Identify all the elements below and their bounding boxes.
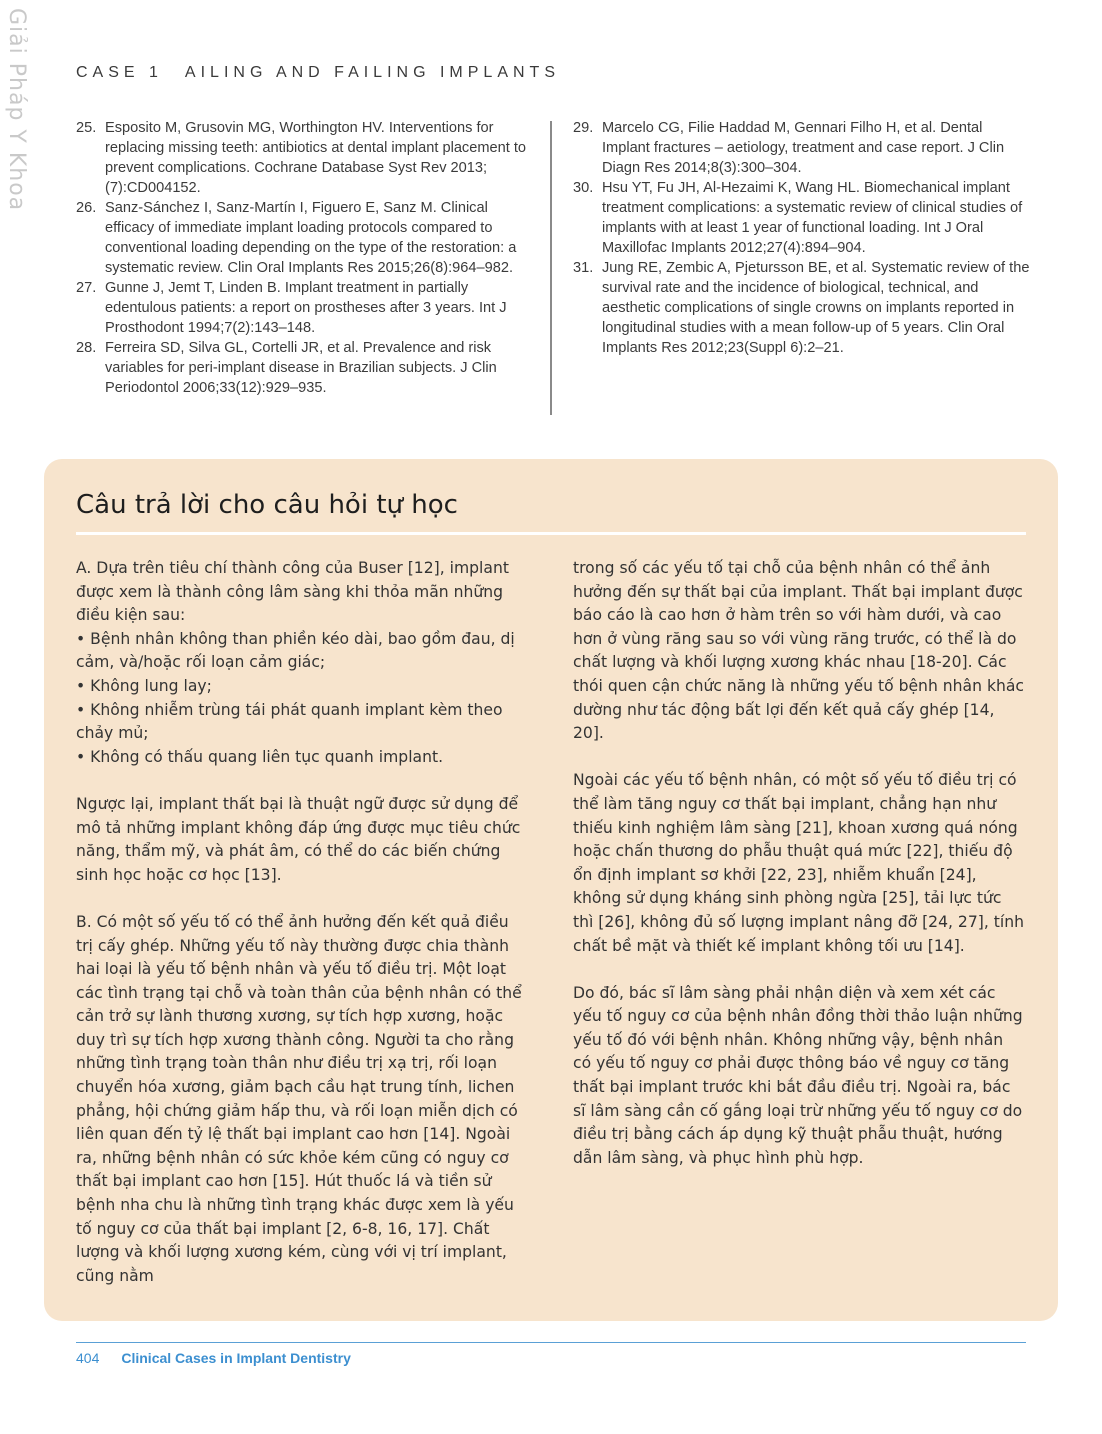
references-right-column bbox=[573, 118, 1033, 358]
treatment-factors-paragraph: Ngoài các yếu tố bệnh nhân, có một số yếu tố điều trị có thể làm tăng nguy cơ thất bại implant, chẳng hạn như thiếu kinh nghiệm lâm sàng [21], khoan xương quá nóng hoặc chấn thương do phẫu thuật quá mức [22], thiếu độ ổn định implant sơ khởi [22, 23], nhiễm khuẩn [24], không sử dụng kháng sinh phòng ngừa [25], tải lực tức thì [26], không đủ số lượng implant nâng đỡ [24, 27], tính chất bề mặt và thiết kế implant không tối ưu [14]. bbox=[573, 771, 1024, 955]
answers-left-column bbox=[76, 557, 528, 1288]
reference-text: Gunne J, Jemt T, Linden B. Implant treatment in partially edentulous patients: a report on prostheses after 3 years. Int J Prosthodont 1994;7(2):143–148. bbox=[105, 280, 507, 336]
answer-b-continued: trong số các yếu tố tại chỗ của bệnh nhân có thể ảnh hưởng đến sự thất bại của implant. Thất bại implant được báo cáo là cao hơn ở hàm trên so với hàm dưới, và cao hơn ở vùng răng sau so với vùng răng trước, có thể là do chất lượng và khối lượng xương khác nhau [18-20]. Các thói quen cận chức năng là những yếu tố bệnh nhân khác dường như tác động bất lợi đến kết quả cấy ghép [14, 20]. bbox=[573, 559, 1024, 743]
reference-number: 28. bbox=[76, 340, 97, 356]
reference-number: 29. bbox=[573, 120, 594, 136]
reference-item bbox=[573, 258, 1033, 358]
reference-number: 26. bbox=[76, 200, 97, 216]
reference-number: 30. bbox=[573, 180, 594, 196]
reference-item bbox=[573, 178, 1033, 258]
reference-number: 25. bbox=[76, 120, 97, 136]
book-title: Clinical Cases in Implant Dentistry bbox=[121, 1350, 351, 1366]
reference-number: 31. bbox=[573, 260, 594, 276]
reference-number: 27. bbox=[76, 280, 97, 296]
answers-right-column bbox=[573, 557, 1025, 1170]
answer-a-paragraph: Ngược lại, implant thất bại là thuật ngữ được sử dụng để mô tả những implant không đáp ứng được mục tiêu chức năng, thẩm mỹ, và phát âm, có thể do các biến chứng sinh học hoặc cơ học [13]. bbox=[76, 794, 521, 884]
reference-text: Ferreira SD, Silva GL, Cortelli JR, et al. Prevalence and risk variables for peri-implant disease in Brazilian subjects. J Clin Periodontol 2006;33(12):929–935. bbox=[105, 340, 497, 396]
references-left-column bbox=[76, 118, 536, 398]
reference-text: Esposito M, Grusovin MG, Worthington HV. Interventions for replacing missing teeth: antibiotics at dental implant placement to prevent complications. Cochrane Database Syst Rev 2013;(7):CD004152. bbox=[105, 120, 527, 196]
bullet-item: • Không có thấu quang liên tục quanh implant. bbox=[76, 747, 444, 766]
footer-divider bbox=[76, 1342, 1026, 1343]
page-number: 404 bbox=[76, 1350, 100, 1366]
reference-item bbox=[573, 118, 1033, 178]
reference-item bbox=[76, 278, 536, 338]
reference-text: Sanz-Sánchez I, Sanz-Martín I, Figuero E, Sanz M. Clinical efficacy of immediate implant loading protocols compared to conventional loading depending on the type of the restoration: a systematic review. Clin Oral Implants Res 2015;26(8):964–982. bbox=[105, 200, 517, 276]
reference-text: Hsu YT, Fu JH, Al-Hezaimi K, Wang HL. Biomechanical implant treatment complications: a systematic review of clinical studies of implants with at least 1 year of functional loading. Int J Oral Maxillofac Implants 2012;27(4):894–904. bbox=[602, 180, 1023, 256]
bullet-item: • Không lung lay; bbox=[76, 676, 212, 695]
title-divider bbox=[76, 532, 1026, 535]
reference-item bbox=[76, 198, 536, 278]
reference-item bbox=[76, 118, 536, 198]
page-footer bbox=[76, 1350, 351, 1366]
reference-item bbox=[76, 338, 536, 398]
answer-b-paragraph: B. Có một số yếu tố có thể ảnh hưởng đến kết quả điều trị cấy ghép. Những yếu tố này thường được chia thành hai loại là yếu tố bệnh nhân và yếu tố điều trị. Một loạt các tình trạng tại chỗ và toàn thân của bệnh nhân có thể cản trở sự lành thương xương, sự tích hợp xương, hoặc duy trì sự tích hợp xương thành công. Người ta cho rằng những tình trạng toàn thân như điều trị xạ trị, rối loạn chuyển hóa xương, giảm bạch cầu hạt trung tính, lichen phẳng, hội chứng giảm hấp thu, và rối loạn miễn dịch có liên quan đến tỷ lệ thất bại implant cao hơn [14]. Ngoài ra, những bệnh nhân có sức khỏe kém cũng có nguy cơ thất bại implant cao hơn [15]. Hút thuốc lá và tiền sử bệnh nha chu là những tình trạng khác được xem là yếu tố nguy cơ của thất bại implant [2, 6-8, 16, 17]. Chất lượng và khối lượng xương kém, cùng với vị trí implant, cũng nằm bbox=[76, 912, 522, 1285]
conclusion-paragraph: Do đó, bác sĩ lâm sàng phải nhận diện và xem xét các yếu tố nguy cơ của bệnh nhân đồng thời thảo luận những yếu tố đó với bệnh nhân. Không những vậy, bệnh nhân có yếu tố nguy cơ phải được thông báo về nguy cơ tăng thất bại implant trước khi bắt đầu điều trị. Ngoài ra, bác sĩ lâm sàng cần cố gắng loại trừ những yếu tố nguy cơ do điều trị bằng cách áp dụng kỹ thuật phẫu thuật, hướng dẫn lâm sàng, và phục hình phù hợp. bbox=[573, 983, 1023, 1167]
answers-title: Câu trả lời cho câu hỏi tự học bbox=[76, 490, 458, 520]
watermark: Giải Pháp Y Khoa bbox=[4, 8, 29, 212]
running-header bbox=[76, 64, 560, 82]
reference-text: Marcelo CG, Filie Haddad M, Gennari Filho H, et al. Dental Implant fractures – aetiology, treatment and case report. J Clin Diagn Res 2014;8(3):300–304. bbox=[602, 120, 1005, 176]
bullet-item: • Bệnh nhân không than phiền kéo dài, bao gồm đau, dị cảm, và/hoặc rối loạn cảm giác; bbox=[76, 629, 515, 672]
reference-text: Jung RE, Zembic A, Pjetursson BE, et al. Systematic review of the survival rate and the incidence of biological, technical, and aesthetic complications of single crowns on implants reported in longitudinal studies with a mean follow-up of 5 years. Clin Oral Implants Res 2012;23(Suppl 6):2–21. bbox=[602, 260, 1030, 356]
bullet-item: • Không nhiễm trùng tái phát quanh implant kèm theo chảy mủ; bbox=[76, 700, 503, 743]
column-divider bbox=[550, 121, 552, 415]
case-label: CASE 1 bbox=[76, 64, 163, 81]
answer-a-intro: A. Dựa trên tiêu chí thành công của Buser [12], implant được xem là thành công lâm sàng khi thỏa mãn những điều kiện sau: bbox=[76, 559, 509, 625]
chapter-title: AILING AND FAILING IMPLANTS bbox=[184, 64, 560, 81]
